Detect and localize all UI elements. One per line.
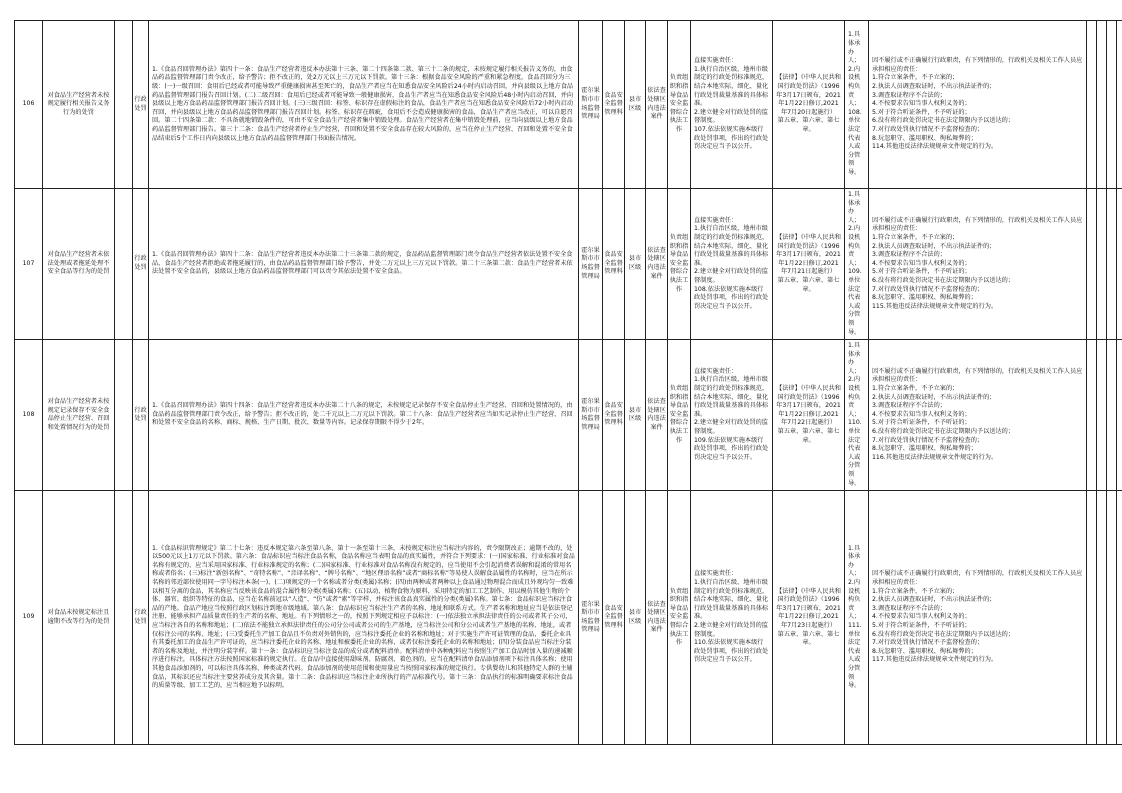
exercise-scope: 依法查处辖区内违法案件 xyxy=(646,491,668,745)
exercise-level: 县市区级 xyxy=(625,189,646,340)
item-name: 对食品生产经营者未按规定履行相关报告义务行为的处罚 xyxy=(43,21,115,189)
row-number: 106 xyxy=(15,21,43,189)
responsible-subject: 1.具体承办人； 2.内设机构负责人； 109.单位法定代表人或分管领导。 xyxy=(845,189,869,340)
duty-title: 直接实施责任： xyxy=(694,570,738,578)
empty-cell xyxy=(1117,189,1122,340)
empty-cell xyxy=(1097,189,1107,340)
responsibility-cell xyxy=(691,21,773,189)
implementing-agency: 霍尔果斯市市场监督管理局 xyxy=(579,21,603,189)
item-name: 对食品未按规定标注且逾期不改等行为的处罚 xyxy=(43,491,115,745)
responsible-subject: 1.具体承办人； 2.内设机构负责人； 108.单位法定代表人或分管领导。 xyxy=(845,21,869,189)
exercise-content: 负责组织和指导食品安全监督综合执法工作 xyxy=(668,21,691,189)
item-category: 行政处罚 xyxy=(133,340,149,491)
legal-basis: 1.《食品标识管理规定》第二十七条：违反本规定第六条至第八条、第十一条至第十三条，未按规定标注应当标注内容的，责令限期改正；逾期不改的，处以500元以上1万元以下罚款。第六条：食品标识应当标注食品名称，食品名称应当表明食品的真实属性，并符合下列要求：(一)国家标准、行业标准对食品名称有规定的，应当采用国家标准、行业标准规定的名称；(二)国家标准、行业标准对食品名称没有规定的，应当使用不会引起消费者误解和混淆的常用名称或者俗名；(三)标注“新创名称”、“奇特名称”、“音译名称”、“牌号名称”、“地区俚语名称”或者“商标名称”等易使人误解食品属性的名称时，应当在所示名称的邻近部位使用同一字号标注本条(一)、(二)项规定的一个名称或者分类(类属)名称；(四)由两种或者两种以上食品通过物理混合而成且外观均匀一致难以相互分离的食品，其名称应当反映该食品的混合属性和分类(类属)名称；(五)以动、植物食物为原料，采用特定的加工工艺制作，用以模仿其他生物的个体、器官、组织等特征的食品，应当在名称前冠以“人造”、“仿”或者“素”等字样，并标注该食品真实属性的分类(类属)名称。第七条：食品标识应当标注食品的产地。食品产地应当按照行政区划标注到地市级地域。第八条：食品标识应当标注生产者的名称、地址和联系方式。生产者名称和地址应当是依法登记注册、能够承担产品质量责任的生产者的名称、地址。有下列情形之一的，按照下列规定相应予以标注：(一)依法独立承担法律责任的公司或者其子公司，应当标注各自的名称和地址；(二)依法不能独立承担法律责任的公司分公司或者公司的生产基地，应当标注公司和分公司或者生产基地的名称、地址，或者仅标注公司的名称、地址；(三)受委托生产加工食品且不负责对外销售的，应当标注委托企业的名称和地址；对于实施生产许可证管理的食品，委托企业具有其委托加工的食品生产许可证的，应当标注委托企业的名称、地址和被委托企业的名称，或者仅标注委托企业的名称和地址；(四)分装食品应当标注分装者的名称及地址，并注明分装字样。第十一条：食品标识应当标注食品的成分或者配料清单。配料清单中各种配料应当按照生产加工食品时加入量的递减顺序进行标注，具体标注方法按照国家标准的规定执行。在食品中直接使用甜味剂、防腐剂、着色剂的，应当在配料清单食品添加剂项下标注具体名称；使用其他食品添加剂的，可以标注具体名称、种类或者代码。食品添加剂的使用范围和使用量应当按照国家标准的规定执行。专供婴幼儿和其他特定人群的主辅食品，其标识还应当标注主要营养成分及其含量。第十二条：食品标识应当标注企业所执行的产品标准代号。第十三条：食品执行的标准明确要求标注食品的质量等级、加工工艺的，应当相应地予以标明。 xyxy=(149,491,579,745)
duty-items: 1.执行自治区级、地州市级制定的行政处罚标准规范，结合本地实际，细化、量化行政处罚裁量基准的具体标准。 2.建立健全对行政处罚的监督制度。 107.依法依规实施本级行政处罚事项，作出的行政处罚决定应当予以公开。 xyxy=(694,65,769,151)
item-name: 对食品生产经营者未按规定记录保存不安全食品停止生产经营、召回和处置情况行为的处罚 xyxy=(43,340,115,491)
empty-cell xyxy=(1087,491,1097,745)
exercise-scope: 依法查处辖区内违法案件 xyxy=(646,340,668,491)
empty-cell xyxy=(115,340,133,491)
duty-items: 1.执行自治区级、地州市级制定的行政处罚标准规范，结合本地实际，细化、量化行政处罚裁量基准的具体标准。 2.建立健全对行政处罚的监督制度。 108.依法依规实施本级行政处罚事项，作出的行政处罚决定应当予以公开。 xyxy=(694,225,769,310)
exercise-level: 县市区级 xyxy=(625,491,646,745)
exercise-content: 负责组织和指导食品安全监督综合执法工作 xyxy=(668,491,691,745)
row-number: 109 xyxy=(15,491,43,745)
empty-cell xyxy=(1117,21,1122,189)
accountability-clauses: 因不履行或不正确履行行政职责，有下列情形的，行政机关及相关工作人员应承担相应的责任： 1.符合立案条件，不予立案的； 2.执法人员调查取证时，不出示执法证件的； 3.调查取证程序不合法的； 4.不按要求告知当事人权利义务的； 5.对于符合听证条件，不予听证的； 6.没有将行政处罚决定书在法定期限内予以送达的； 7.对行政处罚执行情况不予监督检查的； 8.玩忽职守、滥用职权、徇私舞弊的； 115.其他违反法律法规规章文件规定的行为。 xyxy=(869,189,1087,340)
responsible-department: 食品安全监督管理科 xyxy=(603,491,625,745)
law-reference: 【法律】《中华人民共和国行政处罚法》（1996年3月17日颁布，2021年1月22日修订,2021年7月23日起施行） 第五章、第六章、第七章。 xyxy=(773,491,845,745)
item-category: 行政处罚 xyxy=(133,189,149,340)
empty-cell xyxy=(1107,340,1117,491)
law-reference: 【法律】《中华人民共和国行政处罚法》（1996年3月17日颁布，2021年1月22日修订,2021年7月20日起施行） 第五章、第六章、第七章。 xyxy=(773,21,845,189)
exercise-scope: 依法查处辖区内违法案件 xyxy=(646,189,668,340)
exercise-level: 县市区级 xyxy=(625,340,646,491)
responsibility-cell xyxy=(691,491,773,745)
implementing-agency: 霍尔果斯市市场监督管理局 xyxy=(579,491,603,745)
empty-cell xyxy=(1097,21,1107,189)
responsible-department: 食品安全监督管理科 xyxy=(603,340,625,491)
table-row xyxy=(15,189,1122,340)
legal-basis: 1.《食品召回管理办法》第四十二条：食品生产经营者违反本办法第二十三条第二款的规定，食品药品监督管理部门责令食品生产经营者依法处置不安全食品，食品生产经营者拒绝或者拖延履行的，由食品药品监督管理部门给予警告，并处二万元以上三万元以下罚款。第二十三条第二款：食品生产经营者未依法处置不安全食品的，县级以上地方食品药品监督管理部门可以责令其依法处置不安全食品。 xyxy=(149,189,579,340)
exercise-scope: 依法查处辖区内违法案件 xyxy=(646,21,668,189)
empty-cell xyxy=(1107,21,1117,189)
exercise-level: 县市区级 xyxy=(625,21,646,189)
responsible-subject: 1.具体承办人； 2.内设机构负责人； 111.单位法定代表人或分管领导。 xyxy=(845,491,869,745)
legal-basis: 1.《食品召回管理办法》第四十一条：食品生产经营者违反本办法第十三条、第二十四条第二款、第三十二条的规定，未按规定履行相关报告义务的，由食品药品监督管理部门责令改正，给予警告；拒不改正的，处2万元以上三万元以下罚款。第十三条：根据食品安全风险的严重和紧急程度，食品召回分为三级：(一)一级召回：食用后已经或者可能导致严重健康损害甚至死亡的，食品生产者应当在知悉食品安全风险后24小时内启动召回，并向县级以上地方食品药品监督管理部门报告召回计划。(二)二级召回：食用后已经或者可能导致一般健康损害，食品生产者应当在知悉食品安全风险后48小时内启动召回，并向县级以上地方食品药品监督管理部门报告召回计划。(三)三级召回：标签、标识存在虚假标注的食品，食品生产者应当在知悉食品安全风险后72小时内启动召回，并向县级以上地方食品药品监督管理部门报告召回计划。标签、标识存在瑕疵，食用后不会造成健康损害的食品，食品生产者应当改正，可以自愿召回。第二十四条第二款：不具备就地销毁条件的，可由不安全食品生产经营者集中销毁处理。食品生产经营者在集中销毁处理前，应当向县级以上地方食品药品监督管理部门报告。第三十二条：食品生产经营者停止生产经营，召回和处置不安全食品存在较大风险的，应当在停止生产经营、召回和处置不安全食品结束后5个工作日内向县级以上地方食品药品监督管理部门书面报告情况。 xyxy=(149,21,579,189)
law-reference: 【法律】《中华人民共和国行政处罚法》（1996年3月17日颁布，2021年1月22日修订,2021年7月22日起施行） 第五章、第六章、第七章。 xyxy=(773,340,845,491)
responsible-subject: 1.具体承办人； 2.内设机构负责人； 110.单位法定代表人或分管领导。 xyxy=(845,340,869,491)
row-number: 108 xyxy=(15,340,43,491)
accountability-clauses: 因不履行或不正确履行行政职责，有下列情形的，行政机关及相关工作人员应承担相应的责任： 1.符合立案条件，不予立案的； 2.执法人员调查取证时，不出示执法证件的； 3.调查取证程序不合法的； 4.不按要求告知当事人权利义务的； 5.对于符合听证条件，不予听证的； 6.没有将行政处罚决定书在法定期限内予以送达的； 7.对行政处罚执行情况不予监督检查的； 8.玩忽职守、滥用职权、徇私舞弊的； 117.其他违反法律法规规章文件规定的行为。 xyxy=(869,491,1087,745)
duty-items: 1.执行自治区级、地州市级制定的行政处罚标准规范，结合本地实际，细化、量化行政处罚裁量基准的具体标准。 2.建立健全对行政处罚的监督制度。 109.依法依规实施本级行政处罚事项，作出的行政处罚决定应当予以公开。 xyxy=(694,376,769,461)
responsibility-cell xyxy=(691,189,773,340)
duty-items: 1.执行自治区级、地州市级制定的行政处罚标准规范，结合本地实际，细化、量化行政处罚裁量基准的具体标准。 2.建立健全对行政处罚的监督制度。 110.依法依规实施本级行政处罚事项，作出的行政处罚决定应当予以公开。 xyxy=(694,579,769,664)
row-number: 107 xyxy=(15,189,43,340)
empty-cell xyxy=(1087,340,1097,491)
responsible-department: 食品安全监督管理科 xyxy=(603,21,625,189)
item-name: 对食品生产经营者未依法处理或者拖延处理不安全食品等行为的处罚 xyxy=(43,189,115,340)
duty-title: 直接实施责任： xyxy=(694,57,738,65)
law-reference: 【法律】《中华人民共和国行政处罚法》（1996年3月17日颁布，2021年1月22日修订,2021年7月21日起施行） 第五章、第六章、第七章。 xyxy=(773,189,845,340)
implementing-agency: 霍尔果斯市市场监督管理局 xyxy=(579,189,603,340)
responsibility-cell xyxy=(691,340,773,491)
empty-cell xyxy=(1087,21,1097,189)
duty-title: 直接实施责任： xyxy=(694,216,738,224)
empty-cell xyxy=(1097,491,1107,745)
legal-basis: 1.《食品召回管理办法》第四十四条：食品生产经营者违反本办法第二十八条的规定，未按规定记录保存不安全食品停止生产经营、召回和处置情况的，由食品药品监督管理部门责令改正，给予警告；拒不改正的，处二千元以上二万元以下罚款。第二十八条：食品生产经营者应当如实记录停止生产经营、召回和处置不安全食品的名称、商标、规格、生产日期、批次、数量等内容。记录保存期限不得少于2年。 xyxy=(149,340,579,491)
accountability-clauses: 因不履行或不正确履行行政职责，有下列情形的，行政机关及相关工作人员应承担相应的责任： 1.符合立案条件，不予立案的； 2.执法人员调查取证时，不出示执法证件的； 3.调查取证程序不合法的； 4.不按要求告知当事人权利义务的； 5.对于符合听证条件，不予听证的； 6.没有将行政处罚决定书在法定期限内予以送达的； 7.对行政处罚执行情况不予监督检查的； 8.玩忽职守、滥用职权、徇私舞弊的； 116.其他违反法律法规规章文件规定的行为。 xyxy=(869,340,1087,491)
empty-cell xyxy=(1107,491,1117,745)
empty-cell xyxy=(1117,340,1122,491)
table-row xyxy=(15,21,1122,189)
responsibility-table xyxy=(14,20,1122,745)
empty-cell xyxy=(1097,340,1107,491)
implementing-agency: 霍尔果斯市市场监督管理局 xyxy=(579,340,603,491)
table-row xyxy=(15,491,1122,745)
item-category: 行政处罚 xyxy=(133,21,149,189)
empty-cell xyxy=(1107,189,1117,340)
exercise-content: 负责组织和指导食品安全监督综合执法工作 xyxy=(668,340,691,491)
duty-title: 直接实施责任： xyxy=(694,367,738,375)
empty-cell xyxy=(115,189,133,340)
empty-cell xyxy=(1087,189,1097,340)
item-category: 行政处罚 xyxy=(133,491,149,745)
accountability-clauses: 因不履行或不正确履行行政职责，有下列情形的，行政机关及相关工作人员应承担相应的责任： 1.符合立案条件，不予立案的； 2.执法人员调查取证时，不出示执法证件的； 3.调查取证程序不合法的； 4.不按要求告知当事人权利义务的； 5.对于符合听证条件，不予听证的； 6.没有将行政处罚决定书在法定期限内予以送达的； 7.对行政处罚执行情况不予监督检查的； 8.玩忽职守、滥用职权、徇私舞弊的； 114.其他违反法律法规规章文件规定的行为。 xyxy=(869,21,1087,189)
empty-cell xyxy=(115,21,133,189)
exercise-content: 负责组织和指导食品安全监督综合执法工作 xyxy=(668,189,691,340)
table-row xyxy=(15,340,1122,491)
empty-cell xyxy=(1117,491,1122,745)
responsible-department: 食品安全监督管理科 xyxy=(603,189,625,340)
empty-cell xyxy=(115,491,133,745)
